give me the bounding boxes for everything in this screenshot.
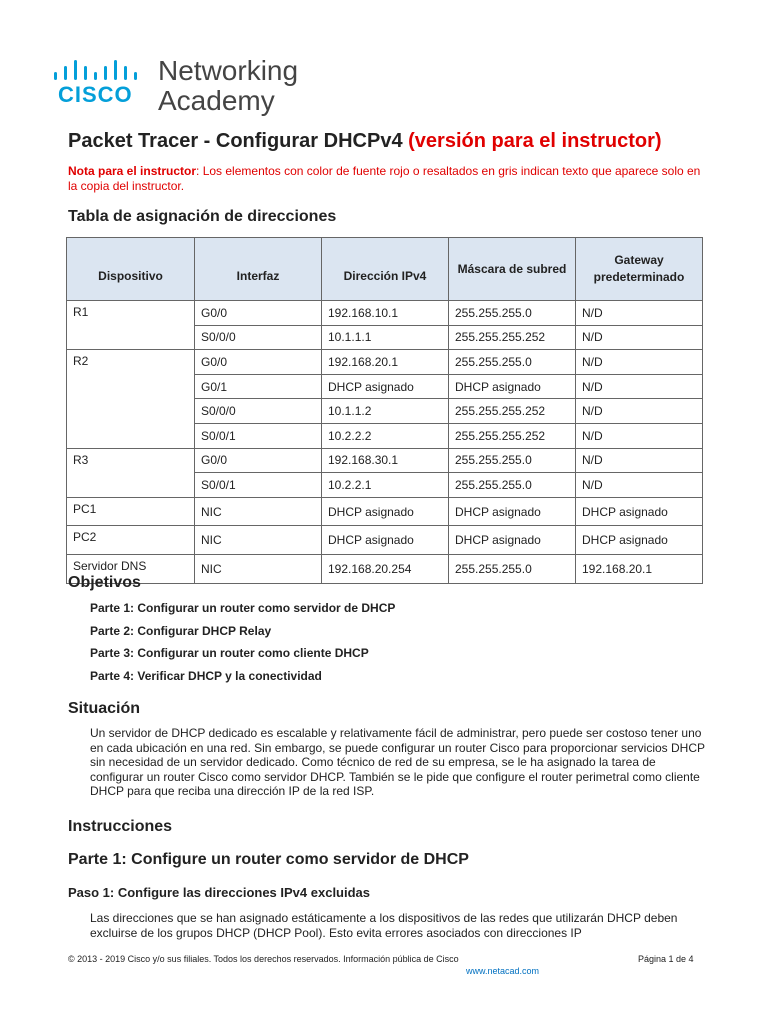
cell-ipv4: 192.168.20.254 <box>322 554 449 583</box>
table-row <box>67 448 703 473</box>
cell-gateway: N/D <box>576 399 703 424</box>
cell-gateway: N/D <box>576 448 703 473</box>
cell-interface: G0/0 <box>195 350 322 375</box>
cell-interface: S0/0/0 <box>195 325 322 350</box>
cell-mask: 255.255.255.0 <box>449 448 576 473</box>
cell-ipv4: DHCP asignado <box>322 497 449 526</box>
cell-ipv4: 192.168.20.1 <box>322 350 449 375</box>
cell-mask: DHCP asignado <box>449 497 576 526</box>
footer-copyright: © 2013 - 2019 Cisco y/o sus filiales. Todos los derechos reservados. Información pública de Cisco <box>68 954 459 964</box>
table-body <box>67 301 703 584</box>
cell-mask: 255.255.255.252 <box>449 399 576 424</box>
cell-interface: G0/0 <box>195 301 322 326</box>
cisco-wordmark: CISCO <box>58 82 133 107</box>
situation-paragraph: Un servidor de DHCP dedicado es escalable y relativamente fácil de administrar, pero puede ser costoso tener uno en cada ubicación en una red. Sin embargo, se puede configurar un router Cisco para proporcionar servicios DHCP sin necesidad de un servidor dedicado. Como técnico de red de su empresa, se le ha asignado la tarea de configurar un router Cisco como servidor DHCP. También se le pide que configure el router perimetral como cliente DHCP para que reciba una dirección IP de la red ISP. <box>90 726 705 799</box>
cell-gateway: DHCP asignado <box>576 497 703 526</box>
cell-ipv4: 10.1.1.2 <box>322 399 449 424</box>
cell-interface: S0/0/1 <box>195 423 322 448</box>
cell-interface: G0/1 <box>195 374 322 399</box>
cell-gateway: N/D <box>576 423 703 448</box>
cell-mask: 255.255.255.0 <box>449 350 576 375</box>
instructor-note <box>68 164 708 194</box>
cell-device: Servidor DNS <box>67 554 195 583</box>
cell-mask: 255.255.255.252 <box>449 423 576 448</box>
cell-interface: NIC <box>195 554 322 583</box>
table-row <box>67 554 703 583</box>
header-gateway: Gateway predeterminado <box>576 238 703 301</box>
footer-netacad-link[interactable]: www.netacad.com <box>466 966 540 976</box>
cell-mask: 255.255.255.0 <box>449 473 576 498</box>
cell-gateway: 192.168.20.1 <box>576 554 703 583</box>
cell-gateway: DHCP asignado <box>576 526 703 555</box>
table-heading: Tabla de asignación de direcciones <box>68 208 337 225</box>
objective-item: Parte 1: Configurar un router como servidor de DHCP <box>90 601 396 615</box>
cell-device: R2 <box>67 350 195 448</box>
cell-interface: S0/0/1 <box>195 473 322 498</box>
cell-interface: NIC <box>195 526 322 555</box>
table-row <box>67 526 703 555</box>
cisco-bars-icon <box>50 60 146 84</box>
addressing-table <box>66 237 703 584</box>
table-row <box>67 301 703 326</box>
cell-ipv4: 192.168.30.1 <box>322 448 449 473</box>
cell-ipv4: 192.168.10.1 <box>322 301 449 326</box>
cell-gateway: N/D <box>576 301 703 326</box>
header-interfaz: Interfaz <box>195 238 322 301</box>
cell-gateway: N/D <box>576 350 703 375</box>
cell-gateway: N/D <box>576 473 703 498</box>
footer-page-number: Página 1 de 4 <box>638 954 694 964</box>
cell-ipv4: DHCP asignado <box>322 374 449 399</box>
cell-mask: 255.255.255.252 <box>449 325 576 350</box>
cell-ipv4: 10.2.2.2 <box>322 423 449 448</box>
document-title <box>68 130 662 153</box>
table-header-row <box>67 238 703 301</box>
note-text: : Los elementos con color de fuente rojo o resaltados en gris indican texto que aparece solo en la copia del instructor. <box>68 164 701 193</box>
title-main: Packet Tracer - Configurar DHCPv4 <box>68 130 409 152</box>
step1-paragraph: Las direcciones que se han asignado estáticamente a los dispositivos de las redes que utilizarán DHCP deben excluirse de los grupos DHCP (DHCP Pool). Esto evita errores asociados con direcciones IP <box>90 911 678 940</box>
cell-mask: 255.255.255.0 <box>449 554 576 583</box>
objective-item: Parte 2: Configurar DHCP Relay <box>90 624 272 638</box>
header-dispositivo: Dispositivo <box>67 238 195 301</box>
objective-item: Parte 4: Verificar DHCP y la conectividad <box>90 669 322 683</box>
header-ipv4: Dirección IPv4 <box>322 238 449 301</box>
cell-interface: G0/0 <box>195 448 322 473</box>
objective-item: Parte 3: Configurar un router como cliente DHCP <box>90 646 369 660</box>
title-instructor-version: (versión para el instructor) <box>408 130 662 152</box>
table-row <box>67 350 703 375</box>
cell-mask: 255.255.255.0 <box>449 301 576 326</box>
note-label: Nota para el instructor <box>68 164 197 178</box>
step1-heading: Paso 1: Configure las direcciones IPv4 excluidas <box>68 885 371 900</box>
cell-device: PC1 <box>67 497 195 526</box>
cell-interface: S0/0/0 <box>195 399 322 424</box>
cell-interface: NIC <box>195 497 322 526</box>
cell-mask: DHCP asignado <box>449 374 576 399</box>
cell-device: PC2 <box>67 526 195 555</box>
logo-academy: Academy <box>158 85 275 116</box>
cell-ipv4: 10.2.2.1 <box>322 473 449 498</box>
cell-gateway: N/D <box>576 374 703 399</box>
cell-device: R3 <box>67 448 195 497</box>
cisco-networking-academy-logo <box>50 55 310 118</box>
logo-networking: Networking <box>158 55 299 86</box>
cell-mask: DHCP asignado <box>449 526 576 555</box>
cell-device: R1 <box>67 301 195 350</box>
instructions-heading: Instrucciones <box>68 818 173 835</box>
header-mascara: Máscara de subred <box>449 238 576 301</box>
objectives-heading: Objetivos <box>68 574 141 591</box>
situation-heading: Situación <box>68 700 141 717</box>
cell-gateway: N/D <box>576 325 703 350</box>
part1-heading: Parte 1: Configure un router como servidor de DHCP <box>68 851 469 868</box>
cell-ipv4: 10.1.1.1 <box>322 325 449 350</box>
cell-ipv4: DHCP asignado <box>322 526 449 555</box>
table-row <box>67 497 703 526</box>
